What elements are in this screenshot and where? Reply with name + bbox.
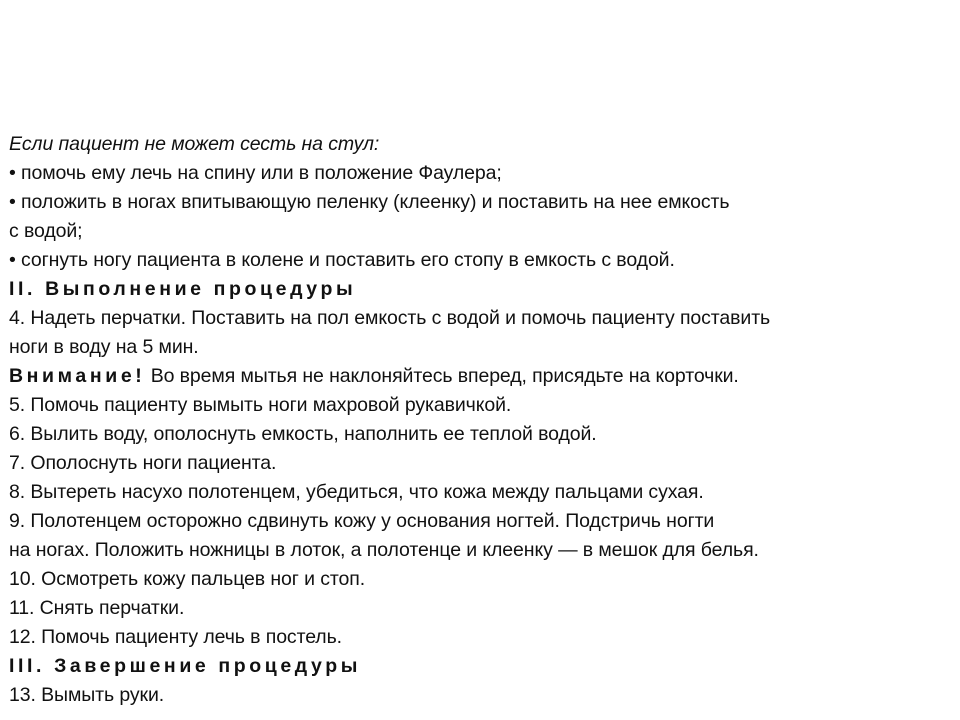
section-heading-label: III. Завершение процедуры <box>9 655 361 677</box>
line-text: Если пациент не может сесть на стул: <box>9 133 380 155</box>
step-line <box>9 304 770 332</box>
line-text: • согнуть ногу пациента в колене и поставить его стопу в емкость с водой. <box>9 249 675 271</box>
step-line <box>9 478 704 506</box>
line-text: 12. Помочь пациенту лечь в постель. <box>9 626 342 648</box>
line-text: 4. Надеть перчатки. Поставить на пол емкость с водой и помочь пациенту поставить <box>9 307 771 329</box>
line-text: • положить в ногах впитывающую пеленку (клеенку) и поставить на нее емкость <box>9 191 730 213</box>
line-text: 10. Осмотреть кожу пальцев ног и стоп. <box>9 568 366 590</box>
line-text: ноги в воду на 5 мин. <box>9 336 199 358</box>
step-line <box>9 449 276 477</box>
section-heading <box>9 652 361 680</box>
section-heading-label: II. Выполнение процедуры <box>9 278 357 300</box>
step-line <box>9 507 714 535</box>
subheading-line <box>9 130 379 158</box>
line-text: с водой; <box>9 220 83 242</box>
step-line <box>9 594 184 622</box>
step-line <box>9 391 511 419</box>
step-line <box>9 565 365 593</box>
bullet-line <box>9 246 675 274</box>
warning-text: Во время мытья не наклоняйтесь вперед, присядьте на корточки. <box>145 365 739 387</box>
step-continuation-line <box>9 536 759 564</box>
line-text: на ногах. Положить ножницы в лоток, а полотенце и клеенку — в мешок для белья. <box>9 539 759 561</box>
line-text: 6. Вылить воду, ополоснуть емкость, наполнить ее теплой водой. <box>9 423 597 445</box>
bullet-line <box>9 159 502 187</box>
step-line <box>9 623 342 651</box>
line-text: 5. Помочь пациенту вымыть ноги махровой рукавичкой. <box>9 394 512 416</box>
step-continuation-line <box>9 333 199 361</box>
step-line <box>9 420 597 448</box>
line-text: 13. Вымыть руки. <box>9 684 165 706</box>
line-text: 7. Ополоснуть ноги пациента. <box>9 452 277 474</box>
bullet-line <box>9 188 729 216</box>
line-text: 9. Полотенцем осторожно сдвинуть кожу у основания ногтей. Подстричь ногти <box>9 510 715 532</box>
warning-line <box>9 362 739 390</box>
section-heading <box>9 275 356 303</box>
bullet-continuation-line <box>9 217 82 245</box>
warning-label: Внимание! <box>9 365 146 387</box>
line-text: 8. Вытереть насухо полотенцем, убедиться, что кожа между пальцами сухая. <box>9 481 704 503</box>
line-text: 11. Снять перчатки. <box>9 597 185 619</box>
step-line <box>9 681 164 709</box>
line-text: • помочь ему лечь на спину или в положение Фаулера; <box>9 162 502 184</box>
